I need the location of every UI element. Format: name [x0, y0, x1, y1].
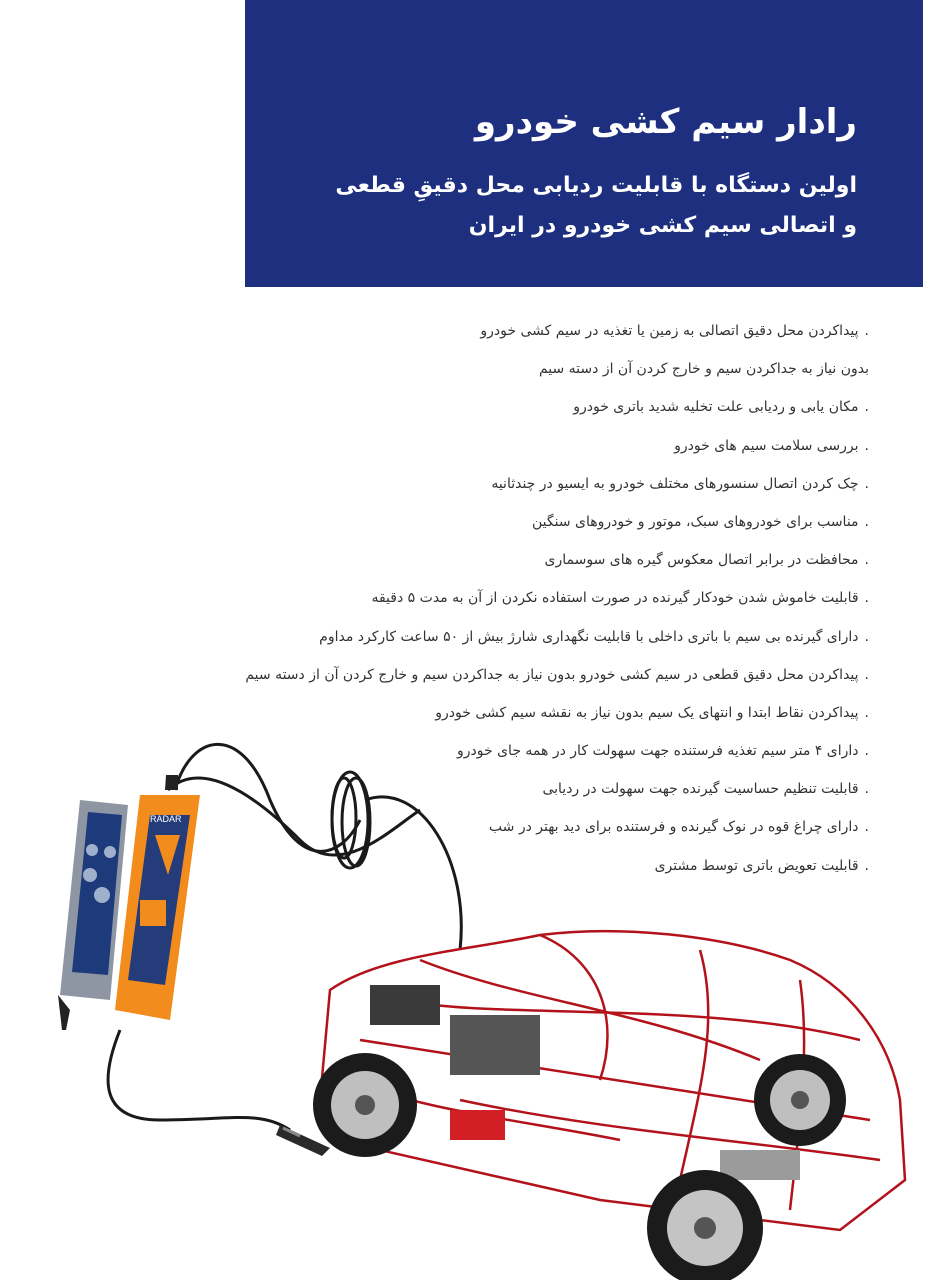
subtitle [265, 166, 857, 246]
product-illustration [0, 740, 929, 1280]
page-title: رادار سیم کشی خودرو [474, 102, 857, 142]
feature-item: .قابلیت تعویض باتری توسط مشتری [654, 857, 869, 874]
feature-item: .محافظت در برابر اتصال معکوس گیره های سوسماری [544, 552, 869, 569]
feature-item: .پیداکردن نقاط ابتدا و انتهای یک سیم بدون نیاز به نقشه سیم کشی خودرو [435, 704, 869, 721]
feature-item: .پیداکردن محل دقیق اتصالی به زمین یا تغذیه در سیم کشی خودرو [480, 323, 869, 339]
feature-item: .قابلیت تنظیم حساسیت گیرنده جهت سهولت در ردیابی [542, 781, 869, 798]
subtitle-line-2: و اتصالی سیم کشی خودرو در ایران [468, 213, 857, 238]
car-wheel-icon [754, 1054, 846, 1146]
car-wheel-icon [313, 1053, 417, 1157]
feature-item: بدون نیاز به جداکردن سیم و خارج کردن آن از دسته سیم [538, 361, 869, 378]
feature-item: .قابلیت خاموش شدن خودکار گیرنده در صورت استفاده نکردن از آن به مدت ۵ دقیقه [371, 590, 869, 607]
feature-item: .پیداکردن محل دقیق قطعی در سیم کشی خودرو بدون نیاز به جداکردن سیم و خارج کردن آن از دسته سیم [245, 666, 869, 683]
feature-item: .دارای گیرنده بی سیم با باتری داخلی با قابلیت نگهداری شارژ بیش از ۵۰ ساعت کارکرد مداوم [319, 628, 869, 645]
product-brand-label: RADAR [150, 814, 182, 824]
feature-item: .دارای ۴ متر سیم تغذیه فرستنده جهت سهولت کار در همه جای خودرو [457, 743, 869, 760]
feature-item: .دارای چراغ قوه در نوک گیرنده و فرستنده برای دید بهتر در شب [488, 819, 869, 836]
feature-item: .بررسی سلامت سیم های خودرو [674, 437, 869, 454]
car-wheel-icon [647, 1170, 763, 1280]
feature-item: .مناسب برای خودروهای سبک، موتور و خودروهای سنگین [532, 513, 869, 530]
transmitter-device-icon [115, 775, 200, 1020]
subtitle-line-1: اولین دستگاه با قابلیت ردیابی محل دقیقِ قطعی [335, 173, 857, 198]
car-parts [370, 985, 800, 1180]
feature-item: .مکان یابی و ردیابی علت تخلیه شدید باتری خودرو [573, 399, 869, 416]
header-banner [245, 0, 923, 287]
feature-item: .چک کردن اتصال سنسورهای مختلف خودرو به ایسیو در چندثانیه [491, 475, 869, 492]
